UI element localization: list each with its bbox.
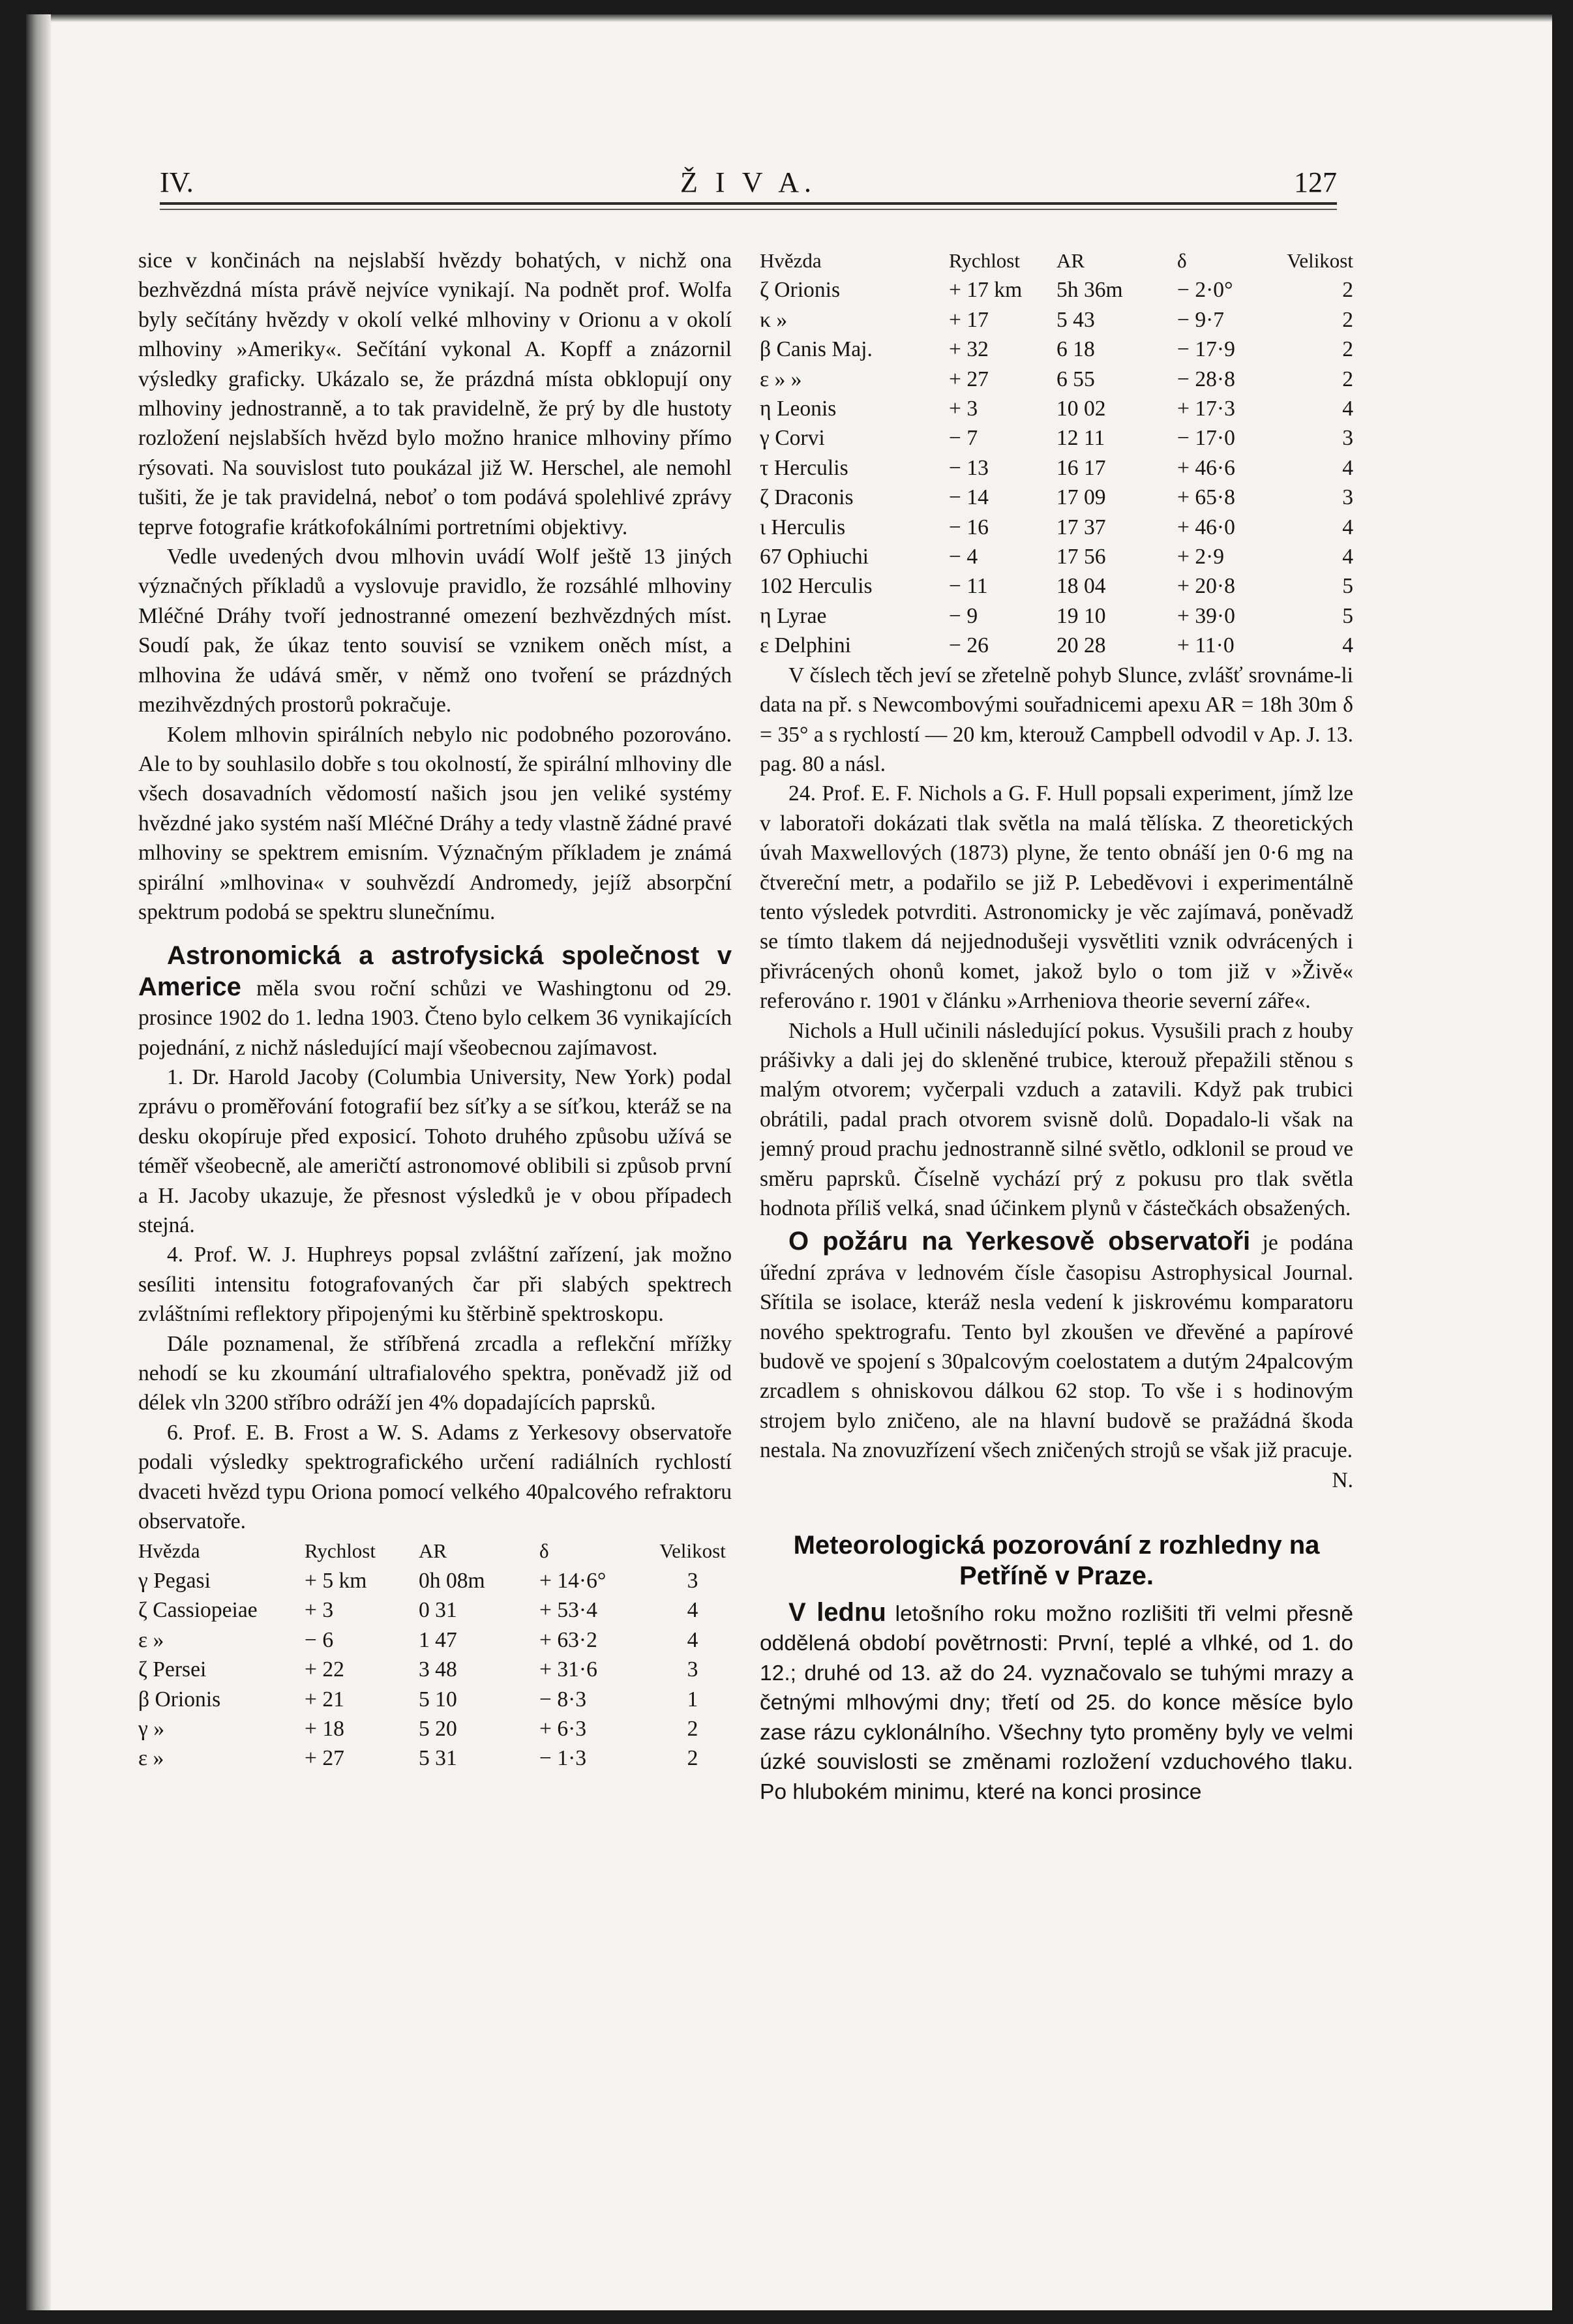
table-cell: − 14 bbox=[949, 485, 989, 510]
table-cell: 2 bbox=[687, 1746, 698, 1771]
table-cell: + 17 km bbox=[949, 278, 1023, 303]
paragraph: 1. Dr. Harold Jacoby (Columbia University, New York) podal zprávu o proměřování fotografií bez síťky a se síťkou, kteráž se na desku okopíruje před exposicí. Tohoto druhého způsobu užívá se téměř všeobecně, ale američtí astronomové oblibili si způsob první a H. Jacoby ukazuje, že přesnost výsledků je v obou případech stejná. bbox=[138, 1064, 732, 1237]
table-cell: ε » bbox=[138, 1746, 164, 1771]
col-header: Rychlost bbox=[305, 1539, 376, 1563]
table-cell: ε Delphini bbox=[760, 633, 852, 658]
table-cell: 17 09 bbox=[1056, 485, 1106, 510]
paragraph: Dále poznamenal, že stříbřená zrcadla a reflekční mřížky nehodí se ku zkoumání ultrafialového spektra, poněvadž již od délek vln 3200 stříbro odráží jen 4% dopadajících paprsků. bbox=[138, 1331, 732, 1415]
table-cell: 4 bbox=[1342, 515, 1353, 539]
col-header: AR bbox=[1056, 249, 1085, 272]
table-cell: η Lyrae bbox=[760, 603, 827, 628]
table-cell: 5 10 bbox=[419, 1687, 457, 1712]
table-header-row bbox=[138, 1536, 732, 1565]
section-heading: Astronomická a astrofysická společnost v Americe bbox=[138, 941, 732, 1001]
table-cell: − 2·0° bbox=[1177, 278, 1233, 303]
table-cell: − 13 bbox=[949, 455, 989, 480]
table-cell: τ Herculis bbox=[760, 455, 848, 480]
col-header: δ bbox=[539, 1539, 549, 1563]
table-cell: + 31·6 bbox=[539, 1657, 597, 1682]
table-cell: − 1·3 bbox=[539, 1746, 587, 1771]
table-cell: + 17 bbox=[949, 307, 989, 332]
table-cell: 3 48 bbox=[419, 1657, 457, 1682]
header-rule-thin bbox=[160, 209, 1337, 210]
table-cell: β Canis Maj. bbox=[760, 337, 873, 362]
section-body: letošního roku možno rozlišiti tři velmi přesně oddělená období povětrnosti: První, teplé a vlhké, od 1. do 12.; druhé od 13. až do 24. vyznačovalo se tuhými mrazy a četnými mlhovými dny; třetí od 25. do konce měsíce bylo zase rázu cyklonálního. Všechny tyto proměny byly ve velmi úzké souvislosti se změnami rozložení vzduchového tlaku. Po hlubokém minimu, které na konci prosince bbox=[760, 1602, 1353, 1804]
table-cell: 16 17 bbox=[1056, 455, 1106, 480]
table-row bbox=[760, 365, 1353, 394]
table-cell: + 21 bbox=[305, 1687, 344, 1712]
section-heading-meteorology: Meteorologická pozorování z rozhledny na Petříně v Praze. bbox=[793, 1531, 1320, 1591]
table-cell: − 17·9 bbox=[1177, 337, 1235, 362]
table-row bbox=[760, 631, 1353, 660]
scan-left-edge bbox=[26, 14, 51, 2310]
table-cell: ι Herculis bbox=[760, 515, 846, 539]
table-cell: 12 11 bbox=[1056, 426, 1105, 451]
table-cell: ζ Persei bbox=[138, 1657, 207, 1682]
table-cell: + 39·0 bbox=[1177, 603, 1235, 628]
col-header: AR bbox=[419, 1539, 447, 1563]
table-cell: + 65·8 bbox=[1177, 485, 1235, 510]
table-cell: 6 18 bbox=[1056, 337, 1095, 362]
table-cell: − 9 bbox=[949, 603, 978, 628]
col-header: Hvězda bbox=[760, 249, 822, 272]
table-row bbox=[760, 571, 1353, 601]
table-row bbox=[138, 1714, 732, 1743]
section-astronomical-society bbox=[138, 941, 732, 1063]
table-row bbox=[760, 513, 1353, 542]
table-cell: 5 20 bbox=[419, 1716, 457, 1741]
table-cell: − 9·7 bbox=[1177, 307, 1225, 332]
table-cell: 2 bbox=[1342, 278, 1353, 303]
table-cell: − 4 bbox=[949, 545, 978, 569]
table-row bbox=[760, 483, 1353, 512]
table-cell: 6 55 bbox=[1056, 367, 1095, 391]
table-cell: 5 43 bbox=[1056, 307, 1095, 332]
table-row bbox=[138, 1566, 732, 1595]
table-cell: − 6 bbox=[305, 1627, 334, 1652]
col-header: Hvězda bbox=[138, 1539, 200, 1563]
table-cell: 2 bbox=[687, 1716, 698, 1741]
table-cell: + 46·6 bbox=[1177, 455, 1235, 480]
table-cell: ζ Orionis bbox=[760, 278, 841, 303]
table-cell: ε » » bbox=[760, 367, 802, 391]
table-cell: 3 bbox=[1342, 485, 1353, 510]
paragraph: Nichols a Hull učinili následující pokus. Vysušili prach z houby prášivky a dali jej do skleněné trubice, kterouž přepažili stěnou s malým otvorem; vyčerpali vzduch a zatavili. Když pak trubici obrátili, padal prach otvorem svisně dolů. Dopadalo-li však na jemný proud prachu jednostranně silné světlo, odklonil se proud ve směru paprsků. Číselně vychází prý z pokusu pro tlak světla hodnota příliš velká, snad účinkem plynů v částečkách obsažených. bbox=[760, 1018, 1353, 1220]
section-heading: O požáru na Yerkesově observatoři bbox=[788, 1227, 1251, 1256]
table-cell: − 17·0 bbox=[1177, 426, 1235, 451]
table-cell: 0 31 bbox=[419, 1598, 457, 1623]
paragraph: 24. Prof. E. F. Nichols a G. F. Hull popsali experiment, jímž lze v laboratoři dokázati tlak světla na malá tělíska. Z theoretických úvah Maxwellových (1873) plyne, že tento obnáší jen 0·6 mg na čtvereční metr, a podařilo se již P. Lebeděvovi i experimentálně tento výsledek potvrditi. Astronomicky je věc zajímavá, poněvadž se tímto tlakem dá nejjednodušeji vysvětliti vznik odvrácených i přivrácených ohonů komet, jakož bylo o tom již v »Živě« referováno r. 1901 v článku »Arrheniova theorie severní záře«. bbox=[760, 781, 1353, 1014]
table-cell: 19 10 bbox=[1056, 603, 1106, 628]
paragraph: sice v končinách na nejslabší hvězdy bohatých, v nichž ona bezhvězdná místa právě nejvíce vynikají. Na podnět prof. Wolfa byly sečítány hvězdy v okolí velké mlhoviny v Orionu a v okolí mlhoviny »Ameriky«. Sečítání vykonal A. Kopff a znázornil výsledky graficky. Ukázalo se, že prázdná místa obklopují ony mlhoviny jednostranně, a to tak pravidelně, že prý by dle hustoty rozložení nejslabších hvězd bylo možno hranice mlhoviny přímo rýsovati. Na souvislost tuto poukázal již W. Herschel, ale nemohl tušiti, že je tak pravidelná, neboť o tom podává spolehlivé zprávy teprve fotografie krátkofokálními portretními objektivy. bbox=[138, 249, 732, 539]
table-cell: ζ Cassiopeiae bbox=[138, 1598, 258, 1623]
table-cell: 67 Ophiuchi bbox=[760, 545, 869, 569]
table-row bbox=[760, 394, 1353, 423]
table-cell: γ Pegasi bbox=[138, 1568, 211, 1593]
table-cell: β Orionis bbox=[138, 1687, 221, 1712]
table-cell: 3 bbox=[687, 1568, 698, 1593]
section-runin-label: V lednu bbox=[788, 1598, 886, 1627]
table-cell: + 3 bbox=[949, 397, 978, 421]
table-cell: κ » bbox=[760, 307, 788, 332]
paragraph: 6. Prof. E. B. Frost a W. S. Adams z Yerkesovy observatoře podali výsledky spektrografického určení radiálních rychlostí dvaceti hvězd typu Oriona pomocí velkého 40palcového refraktoru observatoře. bbox=[138, 1420, 732, 1534]
table-cell: 17 37 bbox=[1056, 515, 1106, 539]
running-header bbox=[160, 157, 1337, 202]
table-cell: 5h 36m bbox=[1056, 278, 1123, 303]
left-column bbox=[138, 246, 732, 2235]
col-header: Velikost bbox=[659, 1539, 726, 1563]
table-cell: 1 bbox=[687, 1687, 698, 1712]
table-cell: + 20·8 bbox=[1177, 574, 1235, 599]
table-cell: 10 02 bbox=[1056, 397, 1106, 421]
table-row bbox=[760, 305, 1353, 335]
radial-velocity-table-right bbox=[760, 246, 1353, 661]
table-cell: − 28·8 bbox=[1177, 367, 1235, 391]
table-row bbox=[760, 335, 1353, 364]
table-cell: 3 bbox=[687, 1657, 698, 1682]
paragraph: V číslech těch jeví se zřetelně pohyb Slunce, zvlášť srovnáme-li data na př. s Newcombovými souřadnicemi apexu AR = 18h 30m δ = 35° a s rychlostí — 20 km, kterouž Campbell odvodil v Ap. J. 13. pag. 80 a násl. bbox=[760, 663, 1353, 776]
paragraph: 4. Prof. W. J. Huphreys popsal zvláštní zařízení, jak možno sesíliti intensitu fotografovaných čar při slabých spektrech zvláštními reflektory připojenými ku štěrbině spektroskopu. bbox=[138, 1243, 732, 1327]
table-cell: + 22 bbox=[305, 1657, 344, 1682]
table-cell: ε » bbox=[138, 1627, 164, 1652]
table-cell: + 3 bbox=[305, 1598, 334, 1623]
table-cell: 4 bbox=[1342, 545, 1353, 569]
paragraph: Kolem mlhovin spirálních nebylo nic podobného pozorováno. Ale to by souhlasilo dobře s tou okolností, že spirální mlhoviny dle všech dosavadních vědomostí našich jsou jen veliké systémy hvězdné jako systém naší Mléčné Dráhy a tedy vlastně žádné pravé mlhoviny se spektrem emisním. Význačným příkladem je známá spirální »mlhovina« v souhvězdí Andromedy, jejíž absorpční spektrum podobá se spektru slunečnímu. bbox=[138, 722, 732, 924]
table-header-row bbox=[760, 246, 1353, 275]
table-cell: 2 bbox=[1342, 367, 1353, 391]
table-cell: 4 bbox=[1342, 633, 1353, 658]
table-row bbox=[138, 1655, 732, 1684]
table-cell: 0h 08m bbox=[419, 1568, 485, 1593]
table-cell: 4 bbox=[687, 1598, 698, 1623]
journal-page bbox=[26, 14, 1552, 2310]
table-cell: 18 04 bbox=[1056, 574, 1106, 599]
table-cell: 2 bbox=[1342, 307, 1353, 332]
author-signature: N. bbox=[1332, 1468, 1353, 1492]
table-cell: 2 bbox=[1342, 337, 1353, 362]
table-cell: η Leonis bbox=[760, 397, 837, 421]
table-row bbox=[760, 601, 1353, 631]
right-column bbox=[760, 246, 1353, 2235]
table-row bbox=[138, 1625, 732, 1655]
table-row bbox=[138, 1685, 732, 1714]
col-header: δ bbox=[1177, 249, 1187, 272]
table-cell: 5 bbox=[1342, 603, 1353, 628]
table-cell: 20 28 bbox=[1056, 633, 1106, 658]
col-header: Rychlost bbox=[949, 249, 1020, 272]
table-cell: + 17·3 bbox=[1177, 397, 1235, 421]
scan-top-shadow bbox=[26, 14, 1552, 22]
table-row bbox=[760, 542, 1353, 571]
radial-velocity-table-left bbox=[138, 1536, 732, 1773]
table-cell: + 11·0 bbox=[1177, 633, 1235, 658]
table-cell: 5 bbox=[1342, 574, 1353, 599]
table-cell: + 14·6° bbox=[539, 1568, 607, 1593]
table-cell: + 53·4 bbox=[539, 1598, 597, 1623]
table-cell: 3 bbox=[1342, 426, 1353, 451]
table-cell: 102 Herculis bbox=[760, 574, 873, 599]
table-row bbox=[138, 1595, 732, 1625]
table-cell: − 11 bbox=[949, 574, 988, 599]
volume-number: IV. bbox=[160, 166, 194, 198]
col-header: Velikost bbox=[1287, 249, 1353, 272]
journal-title: Ž I V A. bbox=[680, 166, 817, 198]
table-cell: + 46·0 bbox=[1177, 515, 1235, 539]
table-row bbox=[760, 423, 1353, 453]
table-cell: γ » bbox=[138, 1716, 165, 1741]
table-cell: 4 bbox=[687, 1627, 698, 1652]
section-intro: měla svou roční schůzi ve Washingtonu od 29. prosince 1902 do 1. ledna 1903. Čteno bylo celkem 36 vynikajících pojednání, z nichž následující mají všeobecnou zajímavost. bbox=[138, 976, 732, 1060]
table-cell: + 27 bbox=[305, 1746, 344, 1771]
table-cell: ζ Draconis bbox=[760, 485, 854, 510]
table-cell: − 16 bbox=[949, 515, 989, 539]
table-cell: 1 47 bbox=[419, 1627, 457, 1652]
table-cell: 17 56 bbox=[1056, 545, 1106, 569]
section-meteorology bbox=[760, 1598, 1353, 1807]
table-cell: + 27 bbox=[949, 367, 989, 391]
page-number: 127 bbox=[1294, 166, 1337, 198]
table-cell: 5 31 bbox=[419, 1746, 457, 1771]
table-cell: γ Corvi bbox=[760, 426, 825, 451]
header-rule bbox=[160, 202, 1337, 205]
table-cell: 4 bbox=[1342, 397, 1353, 421]
table-row bbox=[138, 1743, 732, 1773]
table-cell: + 6·3 bbox=[539, 1716, 587, 1741]
paragraph: Vedle uvedených dvou mlhovin uvádí Wolf ještě 13 jiných význačných příkladů a vyslovuje pravidlo, že rozsáhlé mlhoviny Mléčné Dráhy tvoří jednostranné omezení bezhvězdných míst. Soudí pak, že úkaz tento souvisí se vznikem oněch míst, a mlhovina že udává směr, v němž ono tvoření se prázdných mezihvězdných prostorů pokračuje. bbox=[138, 545, 732, 717]
table-cell: 4 bbox=[1342, 455, 1353, 480]
table-cell: + 18 bbox=[305, 1716, 344, 1741]
section-yerkes-fire bbox=[760, 1227, 1353, 1465]
table-cell: + 2·9 bbox=[1177, 545, 1225, 569]
table-row bbox=[760, 275, 1353, 305]
table-cell: + 63·2 bbox=[539, 1627, 597, 1652]
section-intro: je podána úřední zpráva v lednovém čísle časopisu Astrophysical Journal. Sřítila se isolace, kteráž nesla vedení k jiskrovému komparatoru nového spektrografu. Tento byl zkoušen ve dřevěné a papírové budově ve spojení s 30palcovým coelostatem a dutým 24palcovým zrcadlem s ohniskovou dálkou 62 stop. To vše i s hodinovým strojem bylo zničeno, ale na hlavní budově se pražádná škoda nestala. Na znovuzřízení všech zničených strojů se však již pracuje. bbox=[760, 1231, 1353, 1463]
table-cell: − 26 bbox=[949, 633, 989, 658]
table-cell: + 32 bbox=[949, 337, 989, 362]
table-cell: − 7 bbox=[949, 426, 978, 451]
table-row bbox=[760, 453, 1353, 483]
table-cell: + 5 km bbox=[305, 1568, 367, 1593]
table-cell: − 8·3 bbox=[539, 1687, 587, 1712]
